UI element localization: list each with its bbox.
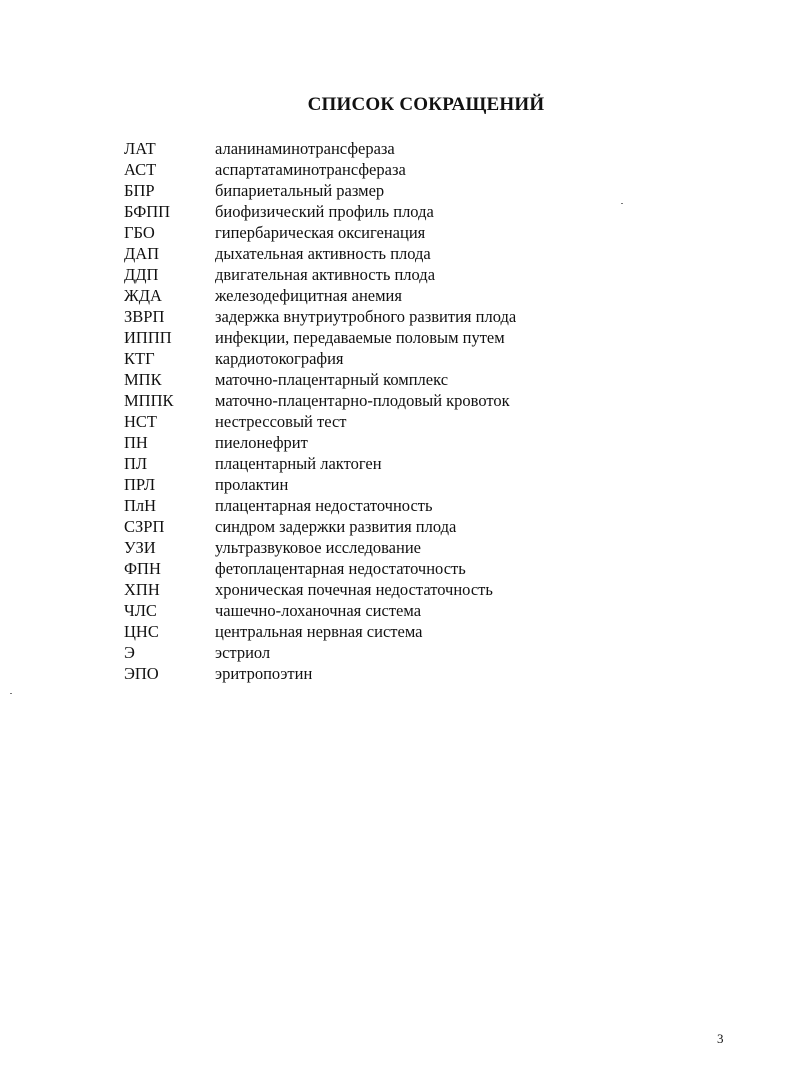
abbreviation-row	[124, 243, 516, 264]
abbreviation-row	[124, 348, 516, 369]
abbreviation-code: БФПП	[124, 202, 171, 221]
abbreviation-row	[124, 537, 516, 558]
abbreviation-row	[124, 579, 516, 600]
abbreviation-code: ЗВРП	[124, 307, 165, 326]
abbreviation-code: ДДП	[124, 265, 159, 284]
abbreviation-definition: плацентарный лактоген	[215, 454, 382, 473]
abbreviation-definition: чашечно-лоханочная система	[215, 601, 422, 620]
abbreviation-row	[124, 621, 516, 642]
abbreviation-definition: центральная нервная система	[215, 622, 423, 641]
abbreviation-code: ХПН	[124, 580, 160, 599]
abbreviation-code: МПК	[124, 370, 162, 389]
abbreviation-row	[124, 411, 516, 432]
abbreviation-code: ЛАТ	[124, 139, 156, 158]
scan-speck	[621, 203, 623, 204]
abbreviation-definition: хроническая почечная недостаточность	[215, 580, 493, 599]
abbreviation-code: Э	[124, 643, 135, 662]
abbreviation-code: БПР	[124, 181, 155, 200]
abbreviation-definition: кардиотокография	[215, 349, 344, 368]
abbreviation-list	[124, 138, 516, 684]
abbreviation-definition: нестрессовый тест	[215, 412, 347, 431]
abbreviation-definition: маточно-плацентарно-плодовый кровоток	[215, 391, 510, 410]
abbreviation-definition: железодефицитная анемия	[215, 286, 402, 305]
page-title: СПИСОК СОКРАЩЕНИЙ	[307, 94, 545, 115]
abbreviation-definition: аспартатаминотрансфераза	[215, 160, 406, 179]
abbreviation-code: СЗРП	[124, 517, 165, 536]
abbreviation-row	[124, 369, 516, 390]
abbreviation-definition: пролактин	[215, 475, 289, 494]
abbreviation-definition: задержка внутриутробного развития плода	[215, 307, 517, 326]
abbreviation-row	[124, 495, 516, 516]
abbreviation-code: ФПН	[124, 559, 161, 578]
abbreviation-code: МППК	[124, 391, 174, 410]
abbreviation-code: ПЛ	[124, 454, 148, 473]
abbreviation-definition: ультразвуковое исследование	[215, 538, 421, 557]
abbreviation-row	[124, 390, 516, 411]
abbreviation-row	[124, 474, 516, 495]
abbreviation-definition: пиелонефрит	[215, 433, 308, 452]
abbreviation-row	[124, 642, 516, 663]
abbreviation-definition: гипербарическая оксигенация	[215, 223, 426, 242]
abbreviation-row	[124, 327, 516, 348]
abbreviation-definition: маточно-плацентарный комплекс	[215, 370, 449, 389]
abbreviation-code: ЦНС	[124, 622, 159, 641]
abbreviation-row	[124, 138, 516, 159]
abbreviation-row	[124, 453, 516, 474]
abbreviation-code: ПлН	[124, 496, 157, 515]
abbreviation-definition: инфекции, передаваемые половым путем	[215, 328, 505, 347]
abbreviation-definition: двигательная активность плода	[215, 265, 436, 284]
abbreviation-definition: дыхательная активность плода	[215, 244, 431, 263]
abbreviation-definition: эстриол	[215, 643, 271, 662]
abbreviation-code: ГБО	[124, 223, 155, 242]
abbreviation-code: ПН	[124, 433, 148, 452]
abbreviation-code: ЧЛС	[124, 601, 157, 620]
page-number: 3	[717, 1031, 724, 1046]
abbreviation-code: КТГ	[124, 349, 155, 368]
abbreviation-row	[124, 663, 516, 684]
abbreviation-row	[124, 285, 516, 306]
abbreviation-code: ПРЛ	[124, 475, 156, 494]
abbreviation-definition: аланинаминотрансфераза	[215, 139, 395, 158]
abbreviation-code: ЖДА	[124, 286, 162, 305]
abbreviation-definition: синдром задержки развития плода	[215, 517, 457, 536]
abbreviation-row	[124, 201, 516, 222]
abbreviation-row	[124, 558, 516, 579]
abbreviation-definition: биофизический профиль плода	[215, 202, 434, 221]
abbreviation-code: АСТ	[124, 160, 157, 179]
abbreviation-code: НСТ	[124, 412, 157, 431]
abbreviation-row	[124, 264, 516, 285]
scan-speck	[10, 693, 12, 694]
abbreviation-code: ИППП	[124, 328, 172, 347]
abbreviation-row	[124, 432, 516, 453]
abbreviation-code: ЭПО	[124, 664, 159, 683]
abbreviation-code: ДАП	[124, 244, 160, 263]
abbreviation-row	[124, 600, 516, 621]
abbreviation-row	[124, 159, 516, 180]
abbreviation-row	[124, 222, 516, 243]
abbreviation-row	[124, 180, 516, 201]
abbreviation-definition: плацентарная недостаточность	[215, 496, 433, 515]
abbreviation-definition: эритропоэтин	[215, 664, 313, 683]
abbreviation-row	[124, 306, 516, 327]
abbreviation-code: УЗИ	[124, 538, 156, 557]
abbreviation-row	[124, 516, 516, 537]
abbreviation-definition: фетоплацентарная недостаточность	[215, 559, 466, 578]
abbreviation-definition: бипариетальный размер	[215, 181, 385, 200]
